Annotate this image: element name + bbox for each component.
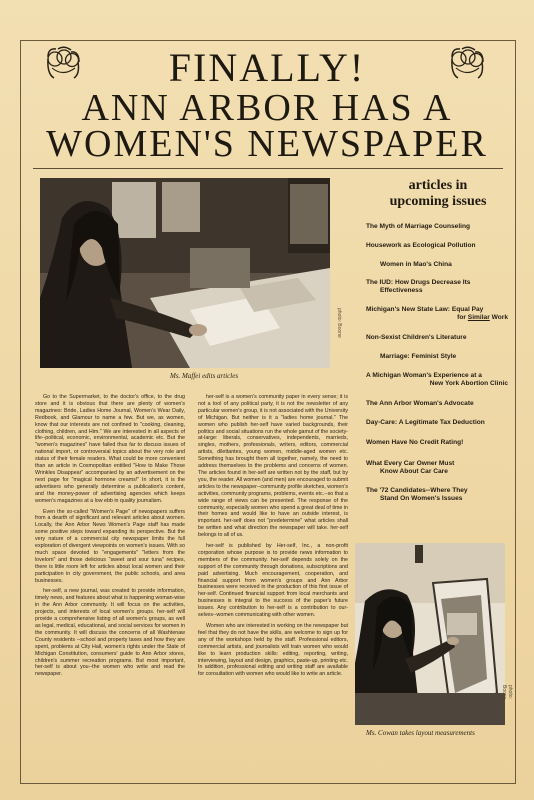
issue-item: Day-Care: A Legitimate Tax Deduction xyxy=(366,419,485,426)
issue-item: The '72 Candidates--Where They Stand On Women's Issues xyxy=(366,487,468,502)
photo-caption: Ms. Maffei edits articles xyxy=(170,372,239,380)
sidebar-title xyxy=(368,178,508,210)
issue-item: Marriage: Feminist Style xyxy=(380,353,457,360)
photo-caption: Ms. Cowan takes layout measurements xyxy=(366,729,475,737)
headline-line-1: FINALLY! xyxy=(168,45,366,90)
issue-item: What Every Car Owner Must Know About Car Care xyxy=(366,460,455,475)
sidebar-title-line: articles in xyxy=(408,178,468,193)
issue-item: Women in Mao's China xyxy=(380,261,452,268)
photo-editing xyxy=(40,178,330,368)
issue-item: A Michigan Woman's Experience at a New York Abortion Clinic xyxy=(366,372,508,387)
article-paragraph: Women who are interested in working on the newspaper but feel that they do not have the skills, are welcome to sign up for any of the workshops held by the staff. Professional editors, commercial artists, and journalists will train women who would like to learn production skills: editing, reporting, writing, interviewing, layout and design, graphics, paste-up, printing etc. In addition, professional editing and writing staff are available for consultation with women who would like to write an article. xyxy=(198,623,348,678)
article-column-left xyxy=(35,394,185,682)
issue-item: The Myth of Marriage Counseling xyxy=(366,223,471,230)
issue-item: Non-Sexist Children's Literature xyxy=(366,334,467,341)
headline-line-2: ANN ARBOR HAS A xyxy=(81,87,453,129)
article-column-middle xyxy=(198,394,348,682)
issue-item: Housework as Ecological Pollution xyxy=(366,242,476,249)
article-paragraph: Even the so-called "Women's Page" of newspapers suffers from a dearth of significant and relevant articles about women. Locally, the Ann Arbor News Women's Page staff has made some positive steps toward expanding its perspective. But the very nature of a commercial city newspaper limits the full exploration of divergent viewpoints on women's issues. With so much space devoted to "engagements" "letters from the lovelorn" and those delicious "sweet and sour tuna" recipes, there is little room left for articles about local women and their participation in city government, the public schools, and area businesses. xyxy=(35,508,185,584)
headline-line-3: WOMEN'S NEWSPAPER xyxy=(46,123,488,165)
article-paragraph: her-self is a women's community paper in every sense; it is not a tool of any political party, it is not the newsletter of any particular women's group, it is not associated with the University of Michigan. But neither is it a "ladies home journal." The women who publish her-self have varied backgrounds, their politics and social situations run the whole gamut of the society-at-large: liberals, conservatives, independents, marrieds, singles, mothers, professionals, writers, editors, commercial artists, dilettantes, young women, middle-aged women etc. Something has brought them all together, namely, the need to address themselves to the problems and concerns of women. The articles found in her-self are written not by the staff, but by you, the reader. All women (and men) are encouraged to submit articles to the newspaper--community profile sketches, women's activities, community programs, problems, events etc.--so that a wide range of views can be presented. The response of the community, especially women who spend a great deal of time in their homes and would like to have an outside interest, is important. her-self does not "predetermine" what articles shall be written and what direction the newspaper will take. her-self belongs to all of us. xyxy=(198,394,348,539)
article-paragraph: her-self, a new journal, was created to provide information, timely news, and features about what is happening woman-wise in the Ann Arbor community. It will focus on the activities, projects, and interests of local women's groups. her-self will provide a comprehensive listing of all women's groups, as well as legal, medical, educational, and social services for women in the community. It will discuss the concerns of all Washtenaw County residents --school and property taxes and how they are spent, problems at City Hall, women's rights under the State of Michigan Constitution, consumers' guide to Ann Arbor stores, children's summer recreation programs. But most important, her-self is about you--the women who write and read the newspaper. xyxy=(35,588,185,678)
article-paragraph: Go to the Supermarket, to the doctor's office, to the drug store and it is obvious that there are plenty of women's magazines: Bride, Ladies Home Journal, Women's Wear Daily, Redbook, and Glamour to name a few. But we, as women, know that our interests are not confined to "cooking, cleaning, clothing, children, and Him." We are interested in all aspects of life--political, economic, environmental, academic etc. But the "women's magazines" have failed thus far to discuss issues of national import, or controversial topics about the very role and status of their female readers. What could be more convenient than an article in Cosmopolitan entitled "How to Make Those Wrinkles Disappear" accompanied by an advertisement on the next page for "magical hormone creams!" In short, it is the advertisers who generally determine a publication's content, and the money-power of advertising agencies which keeps women's magazines at a low ebb in quality journalism. xyxy=(35,394,185,504)
issue-item: The IUD: How Drugs Decrease Its Effectiveness xyxy=(366,279,471,294)
headline-rule xyxy=(33,168,503,169)
issue-item: The Ann Arbor Woman's Advocate xyxy=(366,400,474,407)
issue-item: Michigan's New State Law: Equal Pay for Similar Work xyxy=(366,306,508,321)
article-paragraph: her-self is published by Her-self, Inc., a non-profit corporation whose purpose is to provide news information to members of the community. her-self depends solely on the support of the community through donations, subscriptions and paid advertising. Much encouragement, cooperation, and financial support from women's groups and Ann Arbor businesses were received in the production of this first issue of her-self. Continued financial support from local merchants and businesses is integral to the success of the paper's future issues. Any contribution to her-self is a contribution to our-selves--women communicating with other women. xyxy=(198,543,348,619)
photo-layout xyxy=(355,543,505,725)
photo-credit: photo: Boone xyxy=(501,685,513,700)
photo-credit: photo: Boone xyxy=(336,308,342,338)
sidebar-title-line: upcoming issues xyxy=(389,194,487,209)
issue-item: Women Have No Credit Rating! xyxy=(366,439,464,446)
